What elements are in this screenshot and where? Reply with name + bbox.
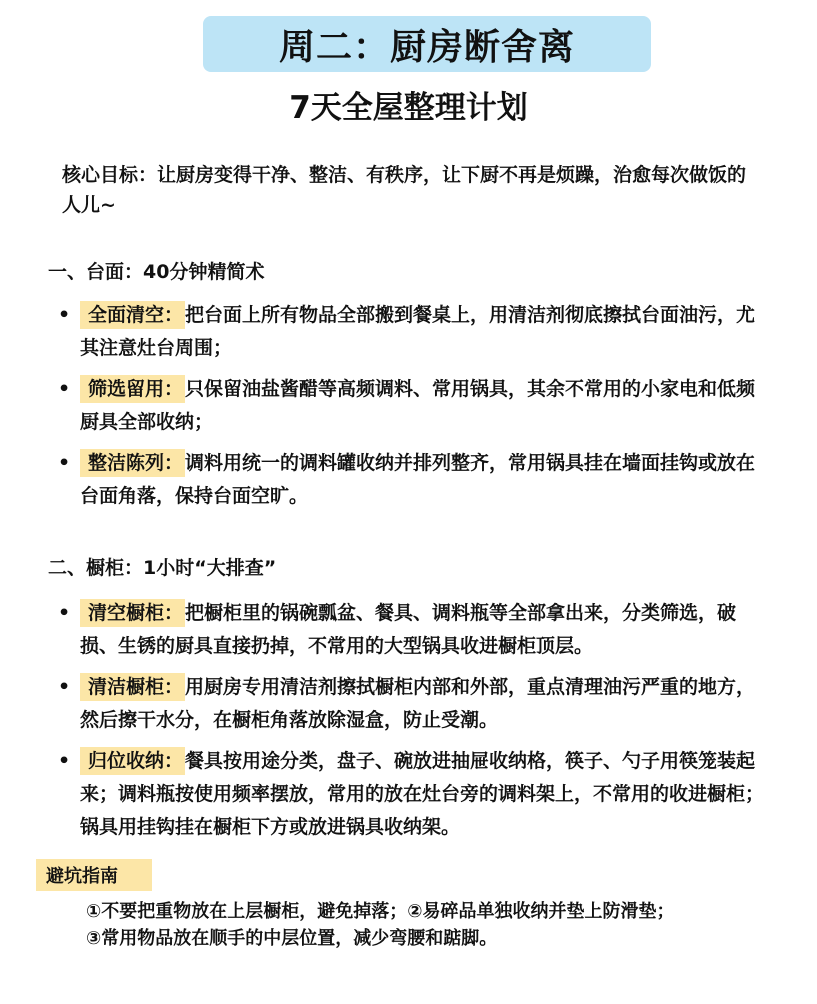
section-title: 二、橱柜：1小时“大排查” [48,557,277,579]
core-goal: 核心目标：让厨房变得干净、整洁、有秩序，让下厨不再是烦躁，治愈每次做饭的人儿~ [62,164,747,216]
page-subtitle: 7天全屋整理计划 [289,90,528,126]
item-text: 用厨房专用清洁剂擦拭橱柜内部和外部，重点清理油污严重的地方，然后擦干水分，在橱柜角落放除湿盒，防止受潮。 [80,676,756,731]
bullet-icon: • [58,750,71,772]
list-item [48,745,768,844]
page-title: 周二：厨房断舍离 [278,26,575,68]
item-text: 把橱柜里的锅碗瓢盆、餐具、调料瓶等全部拿出来，分类筛选，破损、生锈的厨具直接扔掉，不常用的大型锅具收进橱柜顶层。 [80,602,737,657]
list-item [48,299,768,365]
item-label: 清洁橱柜： [80,673,185,701]
item-label: 整洁陈列： [80,449,185,477]
list-item [48,671,768,737]
item-text: 把台面上所有物品全部搬到餐桌上，用清洁剂彻底擦拭台面油污，尤其注意灶台周围； [80,304,756,359]
item-label: 全面清空： [80,301,185,329]
section-countertop [48,257,768,521]
item-text: 调料用统一的调料罐收纳并排列整齐，常用锅具挂在墙面挂钩或放在台面角落，保持台面空旷。 [80,452,756,507]
tip-line: ③常用物品放在顺手的中层位置，减少弯腰和踮脚。 [86,928,498,949]
item-text: 餐具按用途分类，盘子、碗放进抽屉收纳格，筷子、勺子用筷笼装起来；调料瓶按使用频率摆放，常用的放在灶台旁的调料架上，不常用的收进橱柜；锅具用挂钩挂在橱柜下方或放进锅具收纳架。 [80,750,765,838]
bullet-icon: • [58,378,71,400]
tips-label: 避坑指南 [36,859,152,891]
item-label: 筛选留用： [80,375,185,403]
list-item [48,373,768,439]
item-label: 归位收纳： [80,747,185,775]
bullet-icon: • [58,304,71,326]
item-text: 只保留油盐酱醋等高频调料、常用锅具，其余不常用的小家电和低频厨具全部收纳； [80,378,756,433]
bullet-icon: • [58,676,71,698]
item-label: 清空橱柜： [80,599,185,627]
section-title: 一、台面：40分钟精简术 [48,261,265,283]
title-banner [203,16,651,72]
section-cabinet [48,553,768,852]
list-item [48,597,768,663]
bullet-icon: • [58,452,71,474]
tip-line: ①不要把重物放在上层橱柜，避免掉落；②易碎品单独收纳并垫上防滑垫； [86,901,675,922]
tips-content [86,898,766,952]
list-item [48,447,768,513]
bullet-icon: • [58,602,71,624]
